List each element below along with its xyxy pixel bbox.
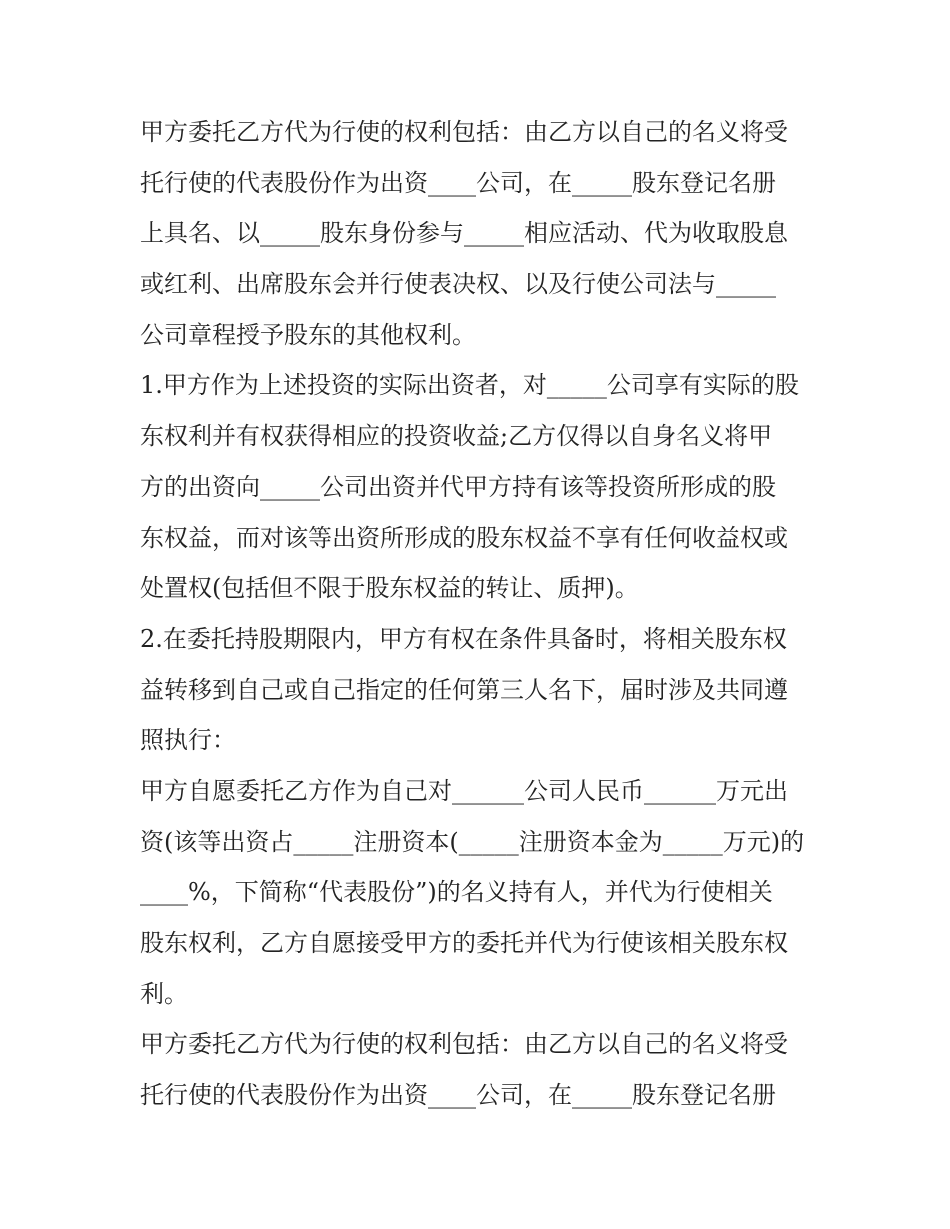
text-line: 照执行： xyxy=(140,726,236,755)
text-line: 东权利并有权获得相应的投资收益;乙方仅得以自身名义将甲 xyxy=(140,422,773,451)
paragraph-clause-2 xyxy=(140,614,820,766)
paragraph-clause-1 xyxy=(140,360,820,613)
text-line: 托行使的代表股份作为出资____公司，在_____股东登记名册 xyxy=(140,168,776,197)
text-line: 甲方委托乙方代为行使的权利包括：由乙方以自己的名义将受 xyxy=(140,118,788,146)
document-body xyxy=(140,107,820,1121)
text-line: 益转移到自己或自己指定的任何第三人名下，届时涉及共同遵 xyxy=(140,675,788,704)
text-line: ____%，下简称“代表股份”)的名义持有人，并代为行使相关 xyxy=(140,878,773,907)
text-line: 方的出资向_____公司出资并代甲方持有该等投资所形成的股 xyxy=(140,472,776,501)
text-line: 甲方委托乙方代为行使的权利包括：由乙方以自己的名义将受 xyxy=(140,1030,788,1059)
text-line: 股东权利，乙方自愿接受甲方的委托并代为行使该相关股东权 xyxy=(140,929,788,957)
text-line: 上具名、以_____股东身份参与_____相应活动、代为收取股息 xyxy=(140,219,788,248)
text-line: 利。 xyxy=(140,979,188,1008)
text-line: 甲方自愿委托乙方作为自己对______公司人民币______万元出 xyxy=(140,776,788,805)
text-line: 托行使的代表股份作为出资____公司，在_____股东登记名册 xyxy=(140,1081,776,1110)
text-line: 处置权(包括但不限于股东权益的转让、质押)。 xyxy=(140,574,639,603)
paragraph-entrusted-rights-repeat xyxy=(140,1019,820,1120)
paragraph-entrusted-rights xyxy=(140,107,820,360)
text-line: 资(该等出资占_____注册资本(_____注册资本金为_____万元)的 xyxy=(140,827,805,856)
text-line: 2.在委托持股期限内，甲方有权在条件具备时，将相关股东权 xyxy=(140,624,787,653)
paragraph-entrustment xyxy=(140,766,820,1019)
text-line: 1.甲方作为上述投资的实际出资者，对_____公司享有实际的股 xyxy=(140,371,799,400)
text-line: 公司章程授予股东的其他权利。 xyxy=(140,320,476,349)
text-line: 或红利、出席股东会并行使表决权、以及行使公司法与_____ xyxy=(140,270,776,299)
text-line: 东权益，而对该等出资所形成的股东权益不享有任何收益权或 xyxy=(140,523,788,552)
